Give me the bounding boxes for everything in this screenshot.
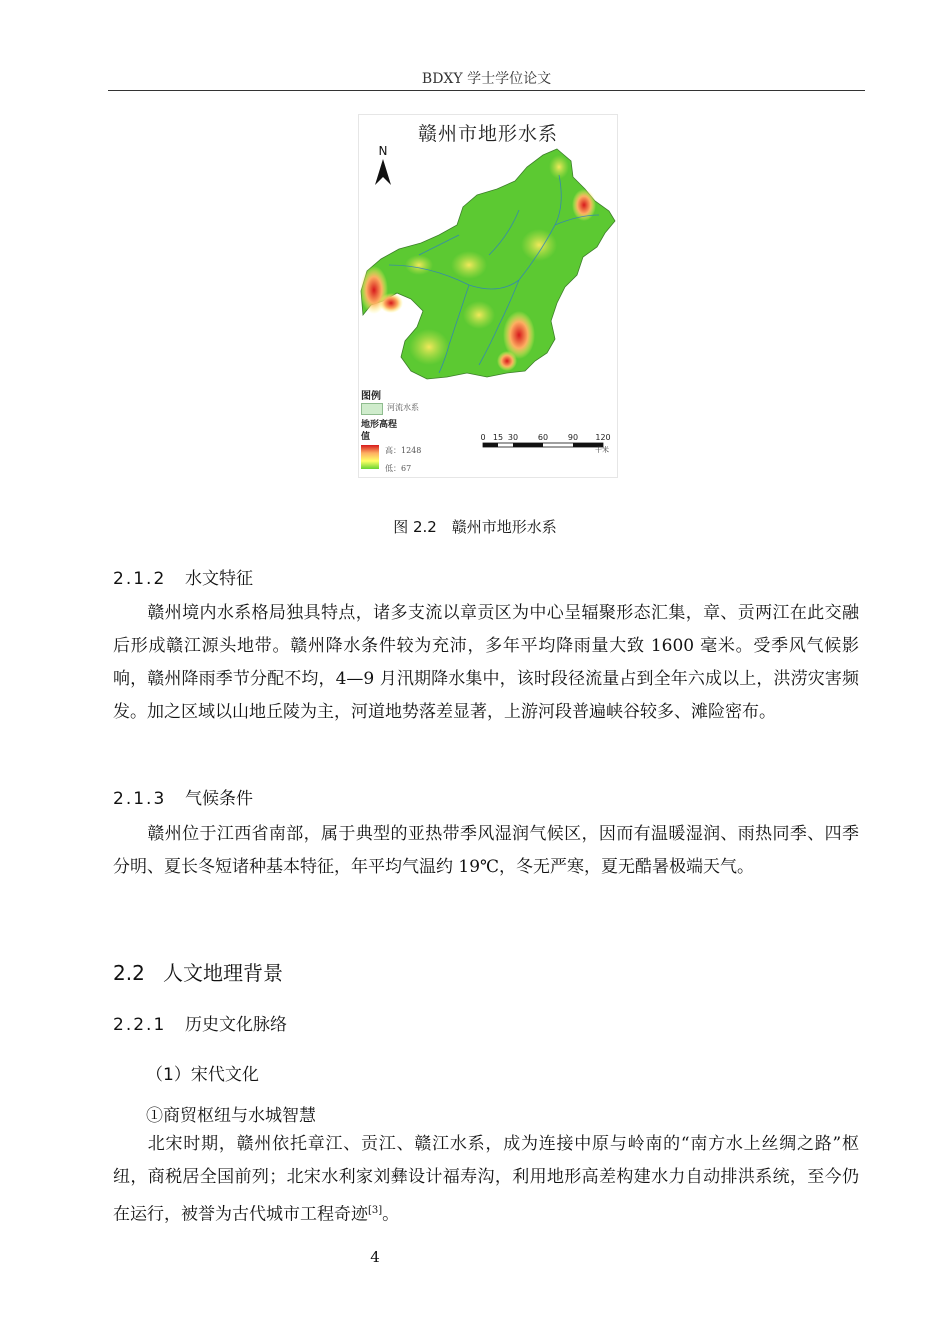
map-title: 赣州市地形水系 xyxy=(417,123,558,145)
scale-tick: 120 xyxy=(595,433,611,442)
scale-tick: 0 xyxy=(480,433,486,442)
paragraph-song xyxy=(113,1128,859,1232)
paragraph-end: 。 xyxy=(382,1204,400,1225)
section-title: 水文特征 xyxy=(185,569,253,589)
scale-tick: 30 xyxy=(507,433,519,442)
legend-title: 图例 xyxy=(361,391,381,402)
section-title: 气候条件 xyxy=(185,789,253,809)
section-number: 2.2.1 xyxy=(113,1015,167,1035)
page-number: 4 xyxy=(370,1248,380,1266)
elevation-color-ramp xyxy=(361,445,379,469)
section-number: 2.1.2 xyxy=(113,569,167,589)
elevation-low-label: 低：67 xyxy=(385,464,412,473)
citation: [3] xyxy=(368,1205,383,1216)
elevation-high-label: 高：1248 xyxy=(385,446,422,455)
river-legend-swatch xyxy=(361,403,383,415)
section-title: 人文地理背景 xyxy=(163,961,283,985)
paragraph-climate xyxy=(113,818,859,884)
section-number: 2.1.3 xyxy=(113,789,167,809)
header-rule xyxy=(108,90,865,91)
paragraph-text: 赣州位于江西省南部，属于典型的亚热带季风湿润气候区，因而有温暖湿润、雨热同季、四季分明、夏长冬短诸种基本特征，年平均气温约 19℃，冬无严寒，夏无酷暑极端天气。 xyxy=(113,824,859,877)
section-heading-2-2 xyxy=(113,957,283,986)
scale-unit: 千米 xyxy=(595,446,609,454)
section-heading-2-1-3 xyxy=(113,784,253,809)
paragraph-text: 北宋时期，赣州依托章江、贡江、赣江水系，成为连接中原与岭南的“南方水上丝绸之路”枢纽，商税居全国前列；北宋水利家刘彝设计福寿沟，利用地形高差构建水力自动排洪系统，至今仍在运行，被誉为古代城市工程奇迹 xyxy=(113,1134,859,1225)
scale-tick: 60 xyxy=(537,433,549,442)
paragraph-text: 赣州境内水系格局独具特点，诸多支流以章贡区为中心呈辐聚形态汇集，章、贡两江在此交融后形成赣江源头地带。赣州降水条件较为充沛，多年平均降雨量大致 1600 毫米。受季风气候影响，赣州降雨季节分配不均，4—9 月汛期降水集中，该时段径流量占到全年六成以上，洪涝灾害频发。加之区域以山地丘陵为主，河道地势落差显著，上游河段普遍峡谷较多、滩险密布。 xyxy=(113,603,859,722)
paragraph-hydrology xyxy=(113,597,859,729)
north-label: N xyxy=(378,144,388,158)
north-arrow-icon xyxy=(375,159,391,185)
region-shape xyxy=(361,149,615,379)
figure-caption: 图 2.2 赣州市地形水系 xyxy=(393,518,557,536)
subheading-song-culture: （1）宋代文化 xyxy=(146,1065,259,1085)
scale-bar xyxy=(483,443,603,447)
subheading-trade-hub: ①商贸枢纽与水城智慧 xyxy=(146,1106,316,1126)
scale-tick: 15 xyxy=(492,433,504,442)
river-legend-label: 河流水系 xyxy=(387,403,419,412)
section-heading-2-1-2 xyxy=(113,564,253,589)
elevation-legend-title: 地形高程值 xyxy=(361,420,398,442)
terrain-map-figure xyxy=(358,114,618,478)
section-title: 历史文化脉络 xyxy=(185,1015,287,1035)
section-heading-2-2-1 xyxy=(113,1010,287,1035)
scale-tick: 90 xyxy=(567,433,579,442)
section-number: 2.2 xyxy=(113,961,145,985)
page-header: BDXY 学士学位论文 xyxy=(421,71,552,87)
